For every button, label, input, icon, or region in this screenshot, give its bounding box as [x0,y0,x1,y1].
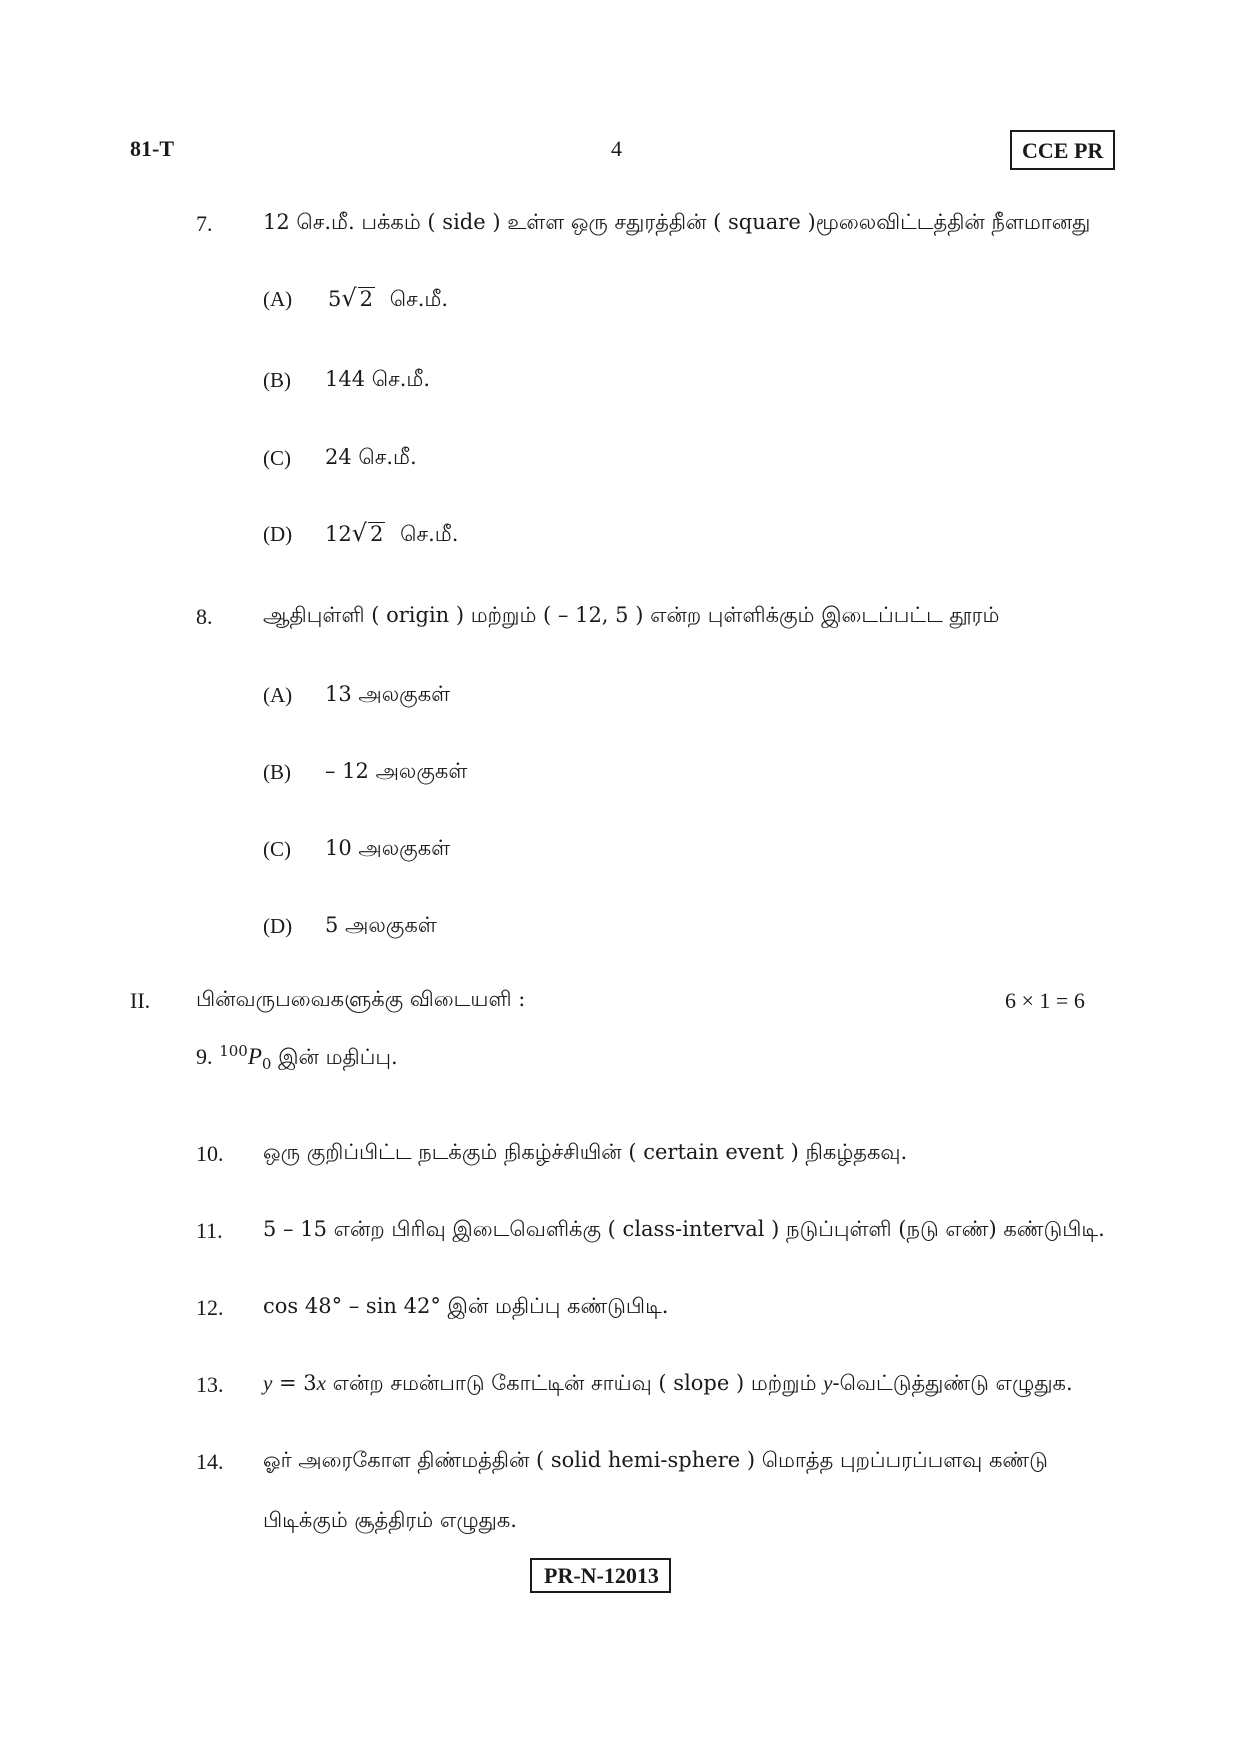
paper-code: 81-T [130,136,174,161]
q7-option-d-coef: 12 [325,522,352,546]
q8-number: 8. [196,604,213,629]
q9-number: 9. [196,1044,213,1069]
q7-option-c-text: 24 செ.மீ. [325,445,417,469]
footer-code-box: PR-N-12013 [530,1558,671,1593]
q8-option-d-letter: (D) [263,914,293,938]
q7-option-a-text [328,284,448,314]
q11-text: 5 – 15 என்ற பிரிவு இடைவெளிக்கு ( class-interval ) நடுப்புள்ளி (நடு எண்) கண்டுபிடி. [263,1217,1105,1241]
q10-text: ஒரு குறிப்பிட்ட நடக்கும் நிகழ்ச்சியின் ( certain event ) நிகழ்தகவு. [263,1140,908,1164]
page-number: 4 [611,136,622,161]
q8-option-b-text: – 12 அலகுகள் [325,759,468,783]
q13-body-end: -வெட்டுத்துண்டு எழுதுக. [832,1371,1073,1395]
q9-text: இன் மதிப்பு. [278,1045,398,1069]
sqrt-symbol: √ [341,284,357,312]
q8-option-c-letter: (C) [263,837,291,861]
q9-superscript: 100 [219,1042,248,1060]
q13-eq: = 3 [272,1371,317,1395]
q7-option-a-radicand: 2 [359,287,374,311]
section-instruction: பின்வருபவைகளுக்கு விடையளி : [196,987,526,1011]
q14-line1: ஓர் அரைகோள திண்மத்தின் ( solid hemi-sphere ) மொத்த புறப்பரப்பளவு கண்டு [263,1448,1048,1472]
q7-option-d-text [325,519,458,549]
q8-option-c-text: 10 அலகுகள் [325,836,451,860]
q7-option-a-unit: செ.மீ. [389,287,449,311]
q13-var-y: y [263,1371,273,1395]
q12-number: 12. [196,1295,224,1320]
sqrt-symbol: √ [351,519,368,547]
q7-option-b-letter: (B) [263,368,291,392]
q9-variable: P [247,1044,262,1069]
q14-number: 14. [196,1449,224,1474]
q7-option-d-letter: (D) [263,522,293,546]
q8-option-b-letter: (B) [263,760,291,784]
q7-option-a-coef: 5 [328,287,342,311]
q7-option-c-letter: (C) [263,446,291,470]
q9 [196,1042,398,1073]
q7-option-d-radicand: 2 [370,522,384,546]
q8-option-a-text: 13 அலகுகள் [325,682,451,706]
q10-number: 10. [196,1141,224,1166]
q13-body: என்ற சமன்பாடு கோட்டின் சாய்வு ( slope ) மற்றும் [325,1371,824,1395]
q7-text: 12 செ.மீ. பக்கம் ( side ) உள்ள ஒரு சதுரத்தின் ( square )மூலைவிட்டத்தின் நீளமானது [263,210,1091,234]
q7-option-d-unit: செ.மீ. [400,522,459,546]
q12-text: cos 48° – sin 42° இன் மதிப்பு கண்டுபிடி. [263,1294,669,1318]
q13-var-y2: y [823,1371,833,1395]
q7-option-b-text: 144 செ.மீ. [325,367,431,391]
q9-subscript: 0 [261,1055,272,1074]
q11-number: 11. [196,1218,223,1243]
q7-number: 7. [196,211,213,236]
q13-var-x: x [316,1371,326,1395]
q13-text [263,1371,1073,1398]
q13-number: 13. [196,1372,224,1397]
section-marks: 6 × 1 = 6 [1005,988,1085,1013]
q14-line2: பிடிக்கும் சூத்திரம் எழுதுக. [263,1508,517,1532]
q8-text: ஆதிபுள்ளி ( origin ) மற்றும் ( – 12, 5 ) என்ற புள்ளிக்கும் இடைப்பட்ட தூரம் [263,603,1000,627]
q8-option-d-text: 5 அலகுகள் [325,913,437,937]
section-roman-numeral: II. [130,988,151,1013]
exam-code-box: CCE PR [1010,130,1115,170]
q7-option-a-letter: (A) [263,287,293,311]
q8-option-a-letter: (A) [263,683,293,707]
